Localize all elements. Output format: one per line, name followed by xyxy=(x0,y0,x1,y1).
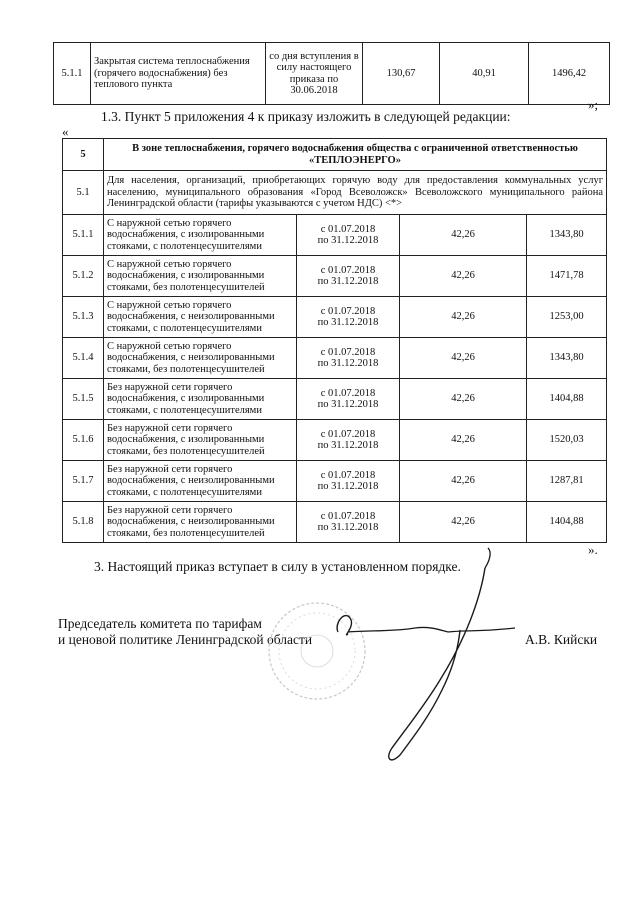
closing-quote: ». xyxy=(588,542,598,557)
period-to: по 31.12.2018 xyxy=(317,317,379,328)
row-number: 5.1.8 xyxy=(63,502,104,543)
row-value-2: 1253,00 xyxy=(527,297,607,338)
row-name: С наружной сетью горячего водоснабжения, с изолированными стояками, с полотенцесушителями xyxy=(104,215,297,256)
row-value-2: 1343,80 xyxy=(527,215,607,256)
intro-text: Для населения, организаций, приобретающих горячую воду для предоставления коммунальных услуг населению, муниципального образования «Город Всеволожск» Всеволожского муниципального района Ленинградской области (тарифы указываются с учетом НДС) <*> xyxy=(104,171,607,215)
table-row xyxy=(63,171,607,215)
row-name: С наружной сетью горячего водоснабжения, с неизолированными стояками, без полотенцесушителей xyxy=(104,338,297,379)
table-row xyxy=(63,461,607,502)
table-row xyxy=(63,256,607,297)
signatory-title-line-1: Председатель комитета по тарифам xyxy=(58,616,262,631)
top-tariff-table xyxy=(53,42,610,105)
period-to: по 31.12.2018 xyxy=(317,481,379,492)
table-row xyxy=(63,338,607,379)
row-value-1: 42,26 xyxy=(400,215,527,256)
table-header-row xyxy=(63,139,607,171)
row-period xyxy=(297,379,400,420)
row-period xyxy=(297,502,400,543)
row-value-2: 40,91 xyxy=(440,43,529,105)
period-to: по 31.12.2018 xyxy=(317,235,379,246)
row-number: 5.1.3 xyxy=(63,297,104,338)
table-row xyxy=(63,420,607,461)
row-value-1: 42,26 xyxy=(400,502,527,543)
table-row xyxy=(63,215,607,256)
row-name: С наружной сетью горячего водоснабжения, с неизолированными стояками, с полотенцесушителями xyxy=(104,297,297,338)
row-period xyxy=(297,420,400,461)
period-to: по 31.12.2018 xyxy=(317,522,379,533)
period-from: с 01.07.2018 xyxy=(320,510,376,522)
header-number: 5 xyxy=(63,139,104,171)
row-value-1: 130,67 xyxy=(363,43,440,105)
table-row xyxy=(63,379,607,420)
period-to: по 31.12.2018 xyxy=(317,276,379,287)
period-to: по 31.12.2018 xyxy=(317,440,379,451)
signatory-title-line-2: и ценовой политике Ленинградской области xyxy=(58,632,313,647)
row-period xyxy=(297,215,400,256)
period-from: с 01.07.2018 xyxy=(320,346,376,358)
header-title: В зоне теплоснабжения, горячего водоснабжения общества с ограниченной ответственностью «ТЕПЛОЭНЕРГО» xyxy=(104,139,607,171)
row-value-1: 42,26 xyxy=(400,420,527,461)
table-row xyxy=(63,297,607,338)
row-value-2: 1343,80 xyxy=(527,338,607,379)
row-name: Без наружной сети горячего водоснабжения, с изолированными стояками, с полотенцесушителями xyxy=(104,379,297,420)
signatory-name: А.В. Кийски xyxy=(525,632,598,647)
row-name: Без наружной сети горячего водоснабжения, с неизолированными стояками, без полотенцесушителей xyxy=(104,502,297,543)
row-number: 5.1.1 xyxy=(63,215,104,256)
period-from: с 01.07.2018 xyxy=(320,469,376,481)
row-name: Без наружной сети горячего водоснабжения, с неизолированными стояками, с полотенцесушителями xyxy=(104,461,297,502)
row-period xyxy=(297,338,400,379)
closing-quote: »; xyxy=(588,97,599,112)
intro-number: 5.1 xyxy=(63,171,104,215)
table-row xyxy=(63,502,607,543)
row-number: 5.1.1 xyxy=(54,43,91,105)
paragraph-1-3: 1.3. Пункт 5 приложения 4 к приказу изложить в следующей редакции: xyxy=(101,109,511,124)
row-number: 5.1.7 xyxy=(63,461,104,502)
period-to: по 31.12.2018 xyxy=(317,358,379,369)
period-from: с 01.07.2018 xyxy=(320,305,376,317)
row-period xyxy=(297,297,400,338)
row-value-1: 42,26 xyxy=(400,461,527,502)
row-value-2: 1404,88 xyxy=(527,502,607,543)
row-number: 5.1.2 xyxy=(63,256,104,297)
row-period xyxy=(297,461,400,502)
row-value-1: 42,26 xyxy=(400,297,527,338)
row-name: Без наружной сети горячего водоснабжения, с изолированными стояками, без полотенцесушителей xyxy=(104,420,297,461)
row-value-2: 1404,88 xyxy=(527,379,607,420)
handwritten-signature xyxy=(330,540,530,770)
paragraph-3: 3. Настоящий приказ вступает в силу в установленном порядке. xyxy=(94,559,461,574)
row-period xyxy=(297,256,400,297)
period-from: с 01.07.2018 xyxy=(320,223,376,235)
period-from: с 01.07.2018 xyxy=(320,387,376,399)
row-value-1: 42,26 xyxy=(400,256,527,297)
row-value-2: 1287,81 xyxy=(527,461,607,502)
row-value-1: 42,26 xyxy=(400,338,527,379)
row-name: С наружной сетью горячего водоснабжения, с изолированными стояками, без полотенцесушителей xyxy=(104,256,297,297)
table-row xyxy=(54,43,610,105)
period-from: с 01.07.2018 xyxy=(320,428,376,440)
row-value-2: 1471,78 xyxy=(527,256,607,297)
period-from: с 01.07.2018 xyxy=(320,264,376,276)
row-number: 5.1.5 xyxy=(63,379,104,420)
period-to: по 31.12.2018 xyxy=(317,399,379,410)
row-number: 5.1.4 xyxy=(63,338,104,379)
opening-quote: « xyxy=(62,124,69,139)
row-period: со дня вступления в силу настоящего приказа по 30.06.2018 xyxy=(266,43,363,105)
main-tariff-table xyxy=(62,138,607,543)
row-value-3: 1496,42 xyxy=(529,43,610,105)
row-name: Закрытая система теплоснабжения (горячего водоснабжения) без теплового пункта xyxy=(91,43,266,105)
row-value-1: 42,26 xyxy=(400,379,527,420)
row-value-2: 1520,03 xyxy=(527,420,607,461)
row-number: 5.1.6 xyxy=(63,420,104,461)
